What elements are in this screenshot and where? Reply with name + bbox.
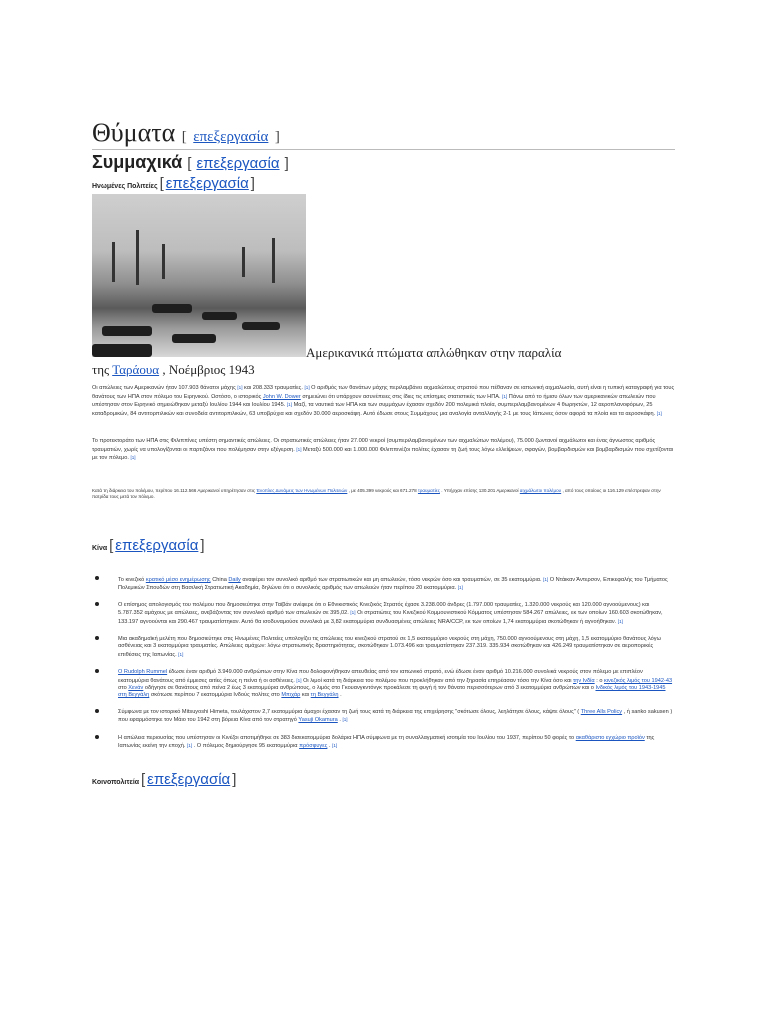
palm-tree [112,242,115,282]
bullet-icon [95,576,99,580]
citation-link[interactable]: [1] [237,385,243,390]
state-media-link[interactable]: κρατικό μέσο ενημέρωσης [145,577,211,583]
list-item: Σύμφωνα με τον ιστορικό Mitsuyoshi Himeta, τουλάχιστον 2,7 εκατομμύρια άμαχοι έχασαν τη ζωή τους κατά τη διάρκεια της επιχείρησης "σκότωσε όλους, λεηλάτησε όλους, κάψτε όλους" ( Three Alls Policy , ή sanko sakusen ) που εφαρμόστηκε τον Μάιο του 1942 στη βόρεια Κίνα από τον στρατηγό Yasuji Okamura . [1] [92,709,675,725]
citation-link[interactable]: [1] [296,677,302,683]
heading-text: Ηνωμένες Πολιτείες [92,183,158,190]
shape [102,326,152,336]
gdp-link[interactable]: ακαθάριστο εγχώριο προϊόν [575,734,645,741]
bengal-link[interactable]: τη Βεγγάλη [310,692,339,699]
heading-text: Θύματα [92,118,176,147]
edit-link[interactable]: επεξεργασία [196,155,280,172]
shape [172,334,216,343]
palm-tree [272,238,275,283]
bullet-icon [95,636,99,640]
bihar-link[interactable]: Μπιχάρ [281,692,301,699]
john-dower-link[interactable]: John W. Dower [262,393,301,400]
citation-link[interactable]: [1] [178,651,184,657]
shape [242,322,280,330]
heading-text: Κίνα [92,545,108,552]
henan-link[interactable]: Χενάν [128,685,144,692]
list-item: Ο επίσημος απολογισμός του πολέμου που δημοσιεύτηκε στην Ταϊβάν ανέφερε ότι ο Εθνικιστικός Κινεζικός Στρατός έχασε 3.238.000 άνδρες (1.797.000 τραυματίες, 1.320.000 νεκρούς και 120.000 αγνοούμενους) και 5.787.352 αμάχους με απώλειες, ανεβάζοντας τον συνολικό αριθμό των απωλειών σε 395,02. [1] Οι στρατιώτες του Κινεζικού Κομμουνιστικού Κόμματος υπέστησαν 584.267 απώλειες, εκ των οποίων 160.603 σκοτώθηκαν, 133.197 αγνοούνται και 290.467 τραυματίστηκαν. Αυτό θα ισοδυναμούσε συνολικά με 3,82 εκατομμύρια συνδυασμένες απώλειες NRA/CCP, εκ των οποίων 1,74 εκατομμύρια σκοτώθηκαν ή αγνοήθηκαν. [1] [92,602,675,626]
section-heading-usa: Ηνωμένες Πολιτείες [ επεξεργασία ] [92,175,255,192]
citation-link[interactable]: [1] [304,385,310,390]
tarawa-link[interactable]: Ταράουα [112,362,160,377]
citation-link[interactable]: [1] [543,577,549,582]
heading-text: Συμμαχικά [92,152,183,172]
citation-link[interactable]: [1] [350,610,356,616]
section-heading-allies: Συμμαχικά [ επεξεργασία ] [92,152,289,172]
citation-link[interactable]: [1] [502,393,508,399]
bengal-famine-link[interactable]: Ινδικός λιμός του 1943-1945 στη Βεγγάλη [118,685,666,699]
shape [202,312,237,320]
palm-tree [136,230,139,285]
refugees-link[interactable]: πρόσφυγες [299,743,328,750]
citation-link[interactable]: [1] [617,618,623,624]
china-daily-link[interactable]: Daily [228,577,241,583]
rudolph-rummel-link[interactable]: Ο Rudolph Rummel [118,669,168,676]
list-item: Ο Rudolph Rummel έδωσε έναν αριθμό 3.949.000 ανθρώπων στην Κίνα που δολοφονήθηκαν απευθείας από τον ιαπωνικό στρατό, ενώ έδωσε έναν αριθμό 10.216.000 συνολικά νεκρούς στον πόλεμο με επιπλέον εκατομμύρια θανάτους από έμμεσες αιτίες όπως η πείνα ή οι ασθένειες. [1] Οι λιμοί κατά τη διάρκεια του πολέμου που προκλήθηκαν από την ξηρασία επηρέασαν τόσο την Κίνα όσο και την Ινδία : ο κινεζικός λιμός του 1942-43 στο Χενάν οδήγησε σε θανάτους από πείνα 2 έως 3 εκατομμύρια ανθρώπους, ο λιμός στο Γκουανγκντόνγκ προκάλεσε τη φυγή ή τον θάνατο περισσότερων από 3 εκατομμύρια ανθρώπων και ο Ινδικός λιμός του 1943-1945 στη Βεγγάλη σκότωσε περίπου 7 εκατομμύρια Ινδούς πολίτες στο Μπιχάρ και τη Βεγγάλη . [92,669,675,700]
edit-link[interactable]: επεξεργασία [147,771,231,788]
photo-caption: Αμερικανικά πτώματα απλώθηκαν στην παραλία [306,345,562,360]
bullet-icon [95,735,99,739]
paragraph-service-note: Κατά τη διάρκεια του πολέμου, περίπου 16.112.566 Αμερικανοί υπηρέτησαν στις Ένοπλες Δυνάμεις των Ηνωμένων Πολιτειών , με 405.399 νεκρούς και 671.278 τραυματίες . Υπήρχαν επίσης 130.201 Αμερικανοί αιχμάλωτοι πολέμου , από τους οποίους οι 116.129 επέστρεψαν στην πατρίδα τους μετά τον πόλεμο. [92,488,661,500]
citation-link[interactable]: [1] [332,743,338,749]
india-link[interactable]: την Ινδία [573,677,595,684]
photo-caption-line2: της Ταράουα , Νοέμβριος 1943 [92,362,255,377]
wounded-link[interactable]: τραυματίες [417,488,440,493]
chinese-famine-link[interactable]: κινεζικός λιμός του 1942-43 [604,677,673,684]
section-heading-commonwealth: Κοινοπολιτεία [ επεξεργασία ] [92,771,237,788]
list-item: Το κινεζικό κρατικό μέσο ενημέρωσης China Daily αναφέρει τον συνολικό αριθμό των στρατιωτικών και μη απωλειών, τόσο νεκρών όσο και τραυματιών, σε 35 εκατομμύρια. [1] Ο Ντάικαν Άντερσον, Επικεφαλής του Τμήματος Πολεμικών Σπουδών στη Βασιλική Στρατιωτική Ακαδημία, δηλώνει ότι ο συνολικός αριθμός των απωλειών ήταν περίπου 20 εκατομμύρια. [1] [92,576,675,593]
citation-link[interactable]: [1] [342,717,348,723]
palm-tree [242,247,245,277]
citation-link[interactable]: [1] [656,410,662,416]
citation-link[interactable]: [1] [187,743,193,749]
citation-link[interactable]: [1] [130,455,136,461]
bullet-icon [95,602,99,606]
palm-tree [162,244,165,279]
three-alls-policy-link[interactable]: Three Alls Policy [580,708,623,715]
edit-link[interactable]: επεξεργασία [115,537,199,554]
yasuji-okamura-link[interactable]: Yasuji Okamura [298,717,338,724]
citation-link[interactable]: [1] [286,402,292,408]
us-armed-forces-link[interactable]: Ένοπλες Δυνάμεις των Ηνωμένων Πολιτειών [256,488,348,493]
bullet-icon [95,669,99,673]
edit-link[interactable]: επεξεργασία [165,175,249,192]
paragraph-us-losses: Οι απώλειες των Αμερικανών ήταν 107.903 θάνατοι μάχης [1] και 208.333 τραυματίες. [1] Ο αριθμός των θανάτων μάχης περιλαμβάνει αιχμαλώτους στρατού που πέθαναν σε ιαπωνική αιχμαλωσία, αυτή είναι η τυπική καταγραφή για τους θανάτους των ΗΠΑ στον πόλεμο του Ειρηνικού. Ωστόσο, ο ιστορικός John W. Dower σημειώνει ότι υπάρχουν ασυνέπειες στις ίδιες τις επίσημες στατιστικές των ΗΠΑ. [1] Πάνω από το ήμισυ όλων των αμερικανικών απωλειών που υπέστησαν στον Ειρηνικό σημειώθηκαν μεταξύ Ιουλίου 1944 και Ιουλίου 1945. [1] Μαζί, τα ναυτικά των ΗΠΑ και των συμμάχων έχασαν σχεδόν 200 πολεμικά πλοία, συμπεριλαμβανομένων 4 θωρηκτών, 12 αεροπλανοφόρων, 25 καταδρομικών, 84 αντιτορπιλικών και συνοδεία αντιτορπιλικών, 63 υποβρύχια και σχεδόν 30.000 αεροσκάφη. Αυτό έδωσε στους Συμμάχους μια αναλογία ανταλλαγής 2-1 με τους Ιάπωνες όσον αφορά τα πλοία και τα αεροσκάφη. [1] [92,385,675,417]
section-heading-china: Κίνα [ επεξεργασία ] [92,537,205,554]
china-bullet-list [92,576,675,755]
citation-link[interactable]: [1] [457,585,463,591]
bullet-icon [95,709,99,713]
section-heading-victims: Θύματα [ επεξεργασία ] [92,118,280,147]
list-item: Η απώλεια περιουσίας που υπέστησαν οι Κινέζοι αποτιμήθηκε σε 383 δισεκατομμύρια δολάρια ΗΠΑ σύμφωνα με τη συναλλαγματική ισοτιμία του Ιουλίου του 1937, περίπου 50 φορές το ακαθάριστο εγχώριο προϊόν της Ιαπωνίας εκείνη την εποχή. [1] . Ο πόλεμος δημιούργησε 95 εκατομμύρια πρόσφυγες . [1] [92,735,675,751]
heading-text: Κοινοπολιτεία [92,779,140,786]
shape [92,344,152,357]
list-item: Μια ακαδημαϊκή μελέτη που δημοσιεύτηκε στις Ηνωμένες Πολιτείες υπολογίζει τις απώλειες του κινεζικού στρατού σε 1,5 εκατομμύριο νεκρούς στη μάχη, 750.000 αγνοούμενους στη μάχη, 1,5 εκατομμύριο θανάτους λόγω ασθένειας και 3 εκατομμύρια τραυματίες. Απώλειες αμάχων: λόγω στρατιωτικής δραστηριότητας, σκοτώθηκαν 1.073.496 και τραυματίστηκαν 237.319. 335.934 σκοτώθηκαν και 426.249 τραυματίστηκαν σε αεροπορικές επιθέσεις της Ιαπωνίας. [1] [92,636,675,659]
edit-link[interactable]: επεξεργασία [193,129,269,145]
pow-link[interactable]: αιχμάλωτοι πολέμου [519,488,562,493]
paragraph-philippines: Το προτεκτοράτο των ΗΠΑ στις Φιλιππίνες υπέστη σημαντικές απώλειες. Οι στρατιωτικές απώλειες ήταν 27.000 νεκροί (συμπεριλαμβανομένων των αιχμαλώτων πολέμου), 75.000 ζωντανοί αιχμάλωτοι και ένας άγνωστος αριθμός τραυματιών, χωρίς να υπολογίζονται οι παρτιζάνοι που πολέμησαν στην εξέγερση. [1] Μεταξύ 500.000 και 1.000.000 Φιλιππινέζοι πολίτες έχασαν τη ζωή τους λόγω ελλείψεων, σφαγών, βομβαρδισμών και βομβαρδισμών που σχετίζονται με τον πόλεμο. [1] [92,438,674,462]
citation-link[interactable]: [1] [296,446,302,452]
shape [152,304,192,313]
beach-photo[interactable] [92,194,306,357]
